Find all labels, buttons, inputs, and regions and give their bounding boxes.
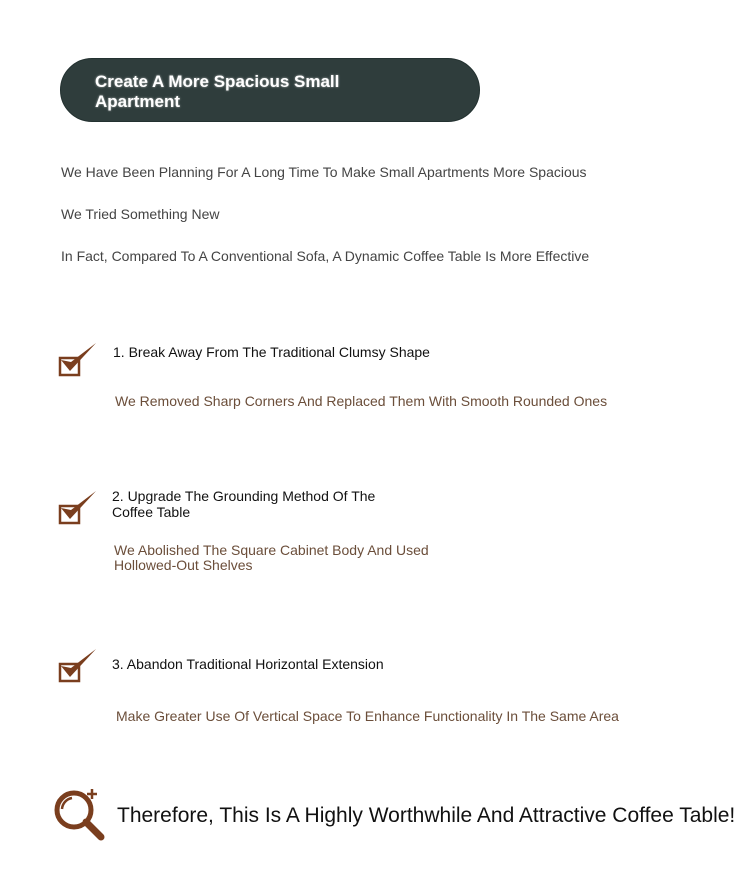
- item-3-description: Make Greater Use Of Vertical Space To Enhance Functionality In The Same Area: [116, 708, 619, 724]
- page-title: Create A More Spacious Small Apartment: [95, 72, 340, 111]
- title-banner: [60, 58, 480, 122]
- check-icon: [57, 646, 99, 688]
- item-1-description: We Removed Sharp Corners And Replaced Them With Smooth Rounded Ones: [115, 393, 608, 409]
- conclusion-text: Therefore, This Is A Highly Worthwhile And Attractive Coffee Table!: [117, 804, 736, 827]
- intro-line-3: In Fact, Compared To A Conventional Sofa, A Dynamic Coffee Table Is More Effective: [61, 248, 590, 264]
- magnifier-plus-icon: [50, 786, 106, 842]
- item-2-heading: 2. Upgrade The Grounding Method Of The Coffee Table: [112, 488, 376, 520]
- check-icon: [57, 340, 99, 382]
- item-1-heading: 1. Break Away From The Traditional Clumsy Shape: [113, 344, 430, 360]
- item-3-heading: 3. Abandon Traditional Horizontal Extension: [112, 656, 384, 672]
- check-icon: [57, 488, 99, 530]
- intro-line-1: We Have Been Planning For A Long Time To Make Small Apartments More Spacious: [61, 164, 587, 180]
- item-2-description: We Abolished The Square Cabinet Body And Used Hollowed-Out Shelves: [114, 542, 429, 573]
- intro-line-2: We Tried Something New: [61, 206, 220, 222]
